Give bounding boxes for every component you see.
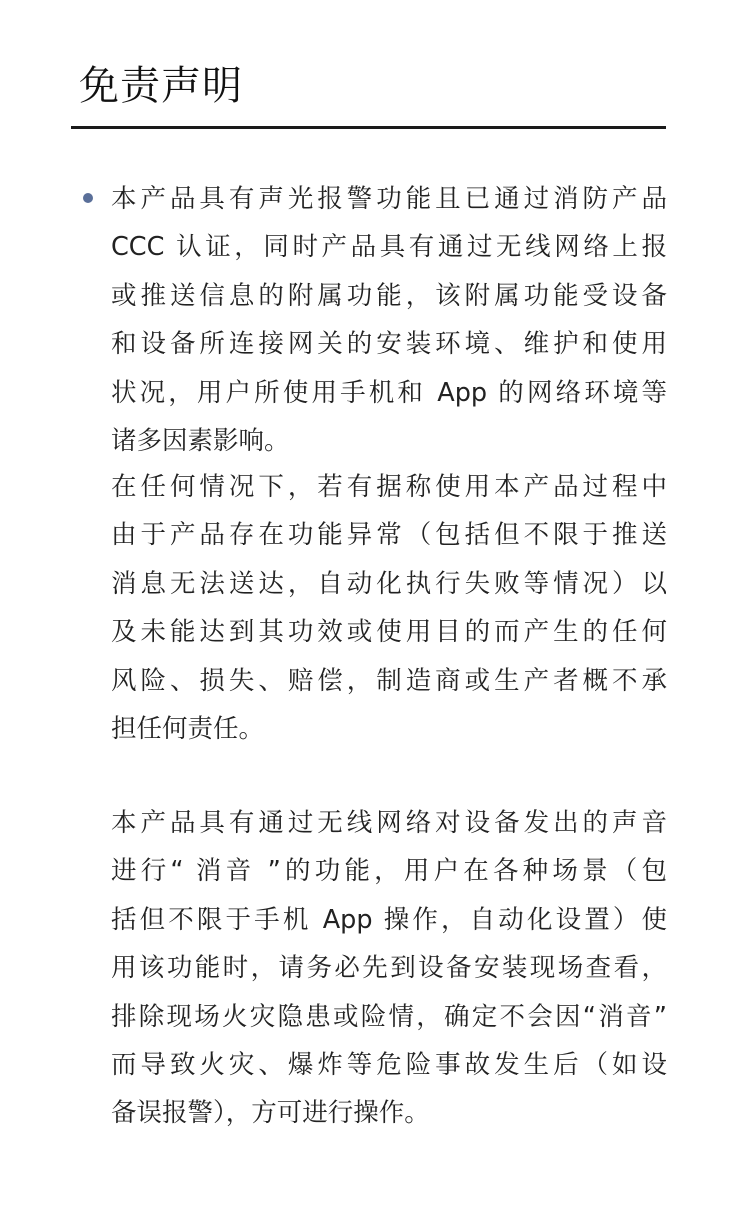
paragraph-line: 排除现场火灾隐患或险情，确定不会因“消音” <box>111 1001 667 1032</box>
paragraph-line: 风险、损失、赔偿，制造商或生产者概不承 <box>111 665 667 696</box>
paragraph-line: 或推送信息的附属功能，该附属功能受设备 <box>111 280 667 311</box>
paragraph-line: CCC 认证，同时产品具有通过无线网络上报 <box>111 232 667 263</box>
paragraph-line: 本产品具有声光报警功能且已通过消防产品 <box>111 184 667 214</box>
paragraph-line: 状况，用户所使用手机和 App 的网络环境等 <box>111 377 667 408</box>
paragraph-line: 消息无法送达，自动化执行失败等情况）以 <box>111 568 667 599</box>
paragraph-line: 进行“ 消音 ”的功能，用户在各种场景（包 <box>111 856 667 887</box>
paragraph-line: 及未能达到其功效或使用目的而产生的任何 <box>111 617 667 648</box>
paragraph-line: 诸多因素影响。 <box>111 426 290 457</box>
paragraph-line: 备误报警），方可进行操作。 <box>111 1098 430 1129</box>
paragraph-line: 本产品具有通过无线网络对设备发出的声音 <box>111 808 667 838</box>
paragraph-line: 括但不限于手机 App 操作，自动化设置）使 <box>111 904 667 935</box>
disclaimer-paragraph-1 <box>111 175 667 465</box>
disclaimer-paragraph-3 <box>111 799 667 1138</box>
title-divider <box>71 126 666 129</box>
paragraph-line: 担任何责任。 <box>111 714 265 745</box>
page-title: 免责声明 <box>79 63 243 109</box>
paragraph-line: 用该功能时，请务必先到设备安装现场查看， <box>111 953 667 984</box>
bullet-dot-icon <box>83 193 93 203</box>
paragraph-line: 而导致火灾、爆炸等危险事故发生后（如设 <box>111 1050 667 1081</box>
paragraph-line: 由于产品存在功能异常（包括但不限于推送 <box>111 520 667 551</box>
paragraph-line: 在任何情况下，若有据称使用本产品过程中 <box>111 472 667 502</box>
disclaimer-paragraph-2 <box>111 463 667 753</box>
paragraph-line: 和设备所连接网关的安装环境、维护和使用 <box>111 329 667 360</box>
